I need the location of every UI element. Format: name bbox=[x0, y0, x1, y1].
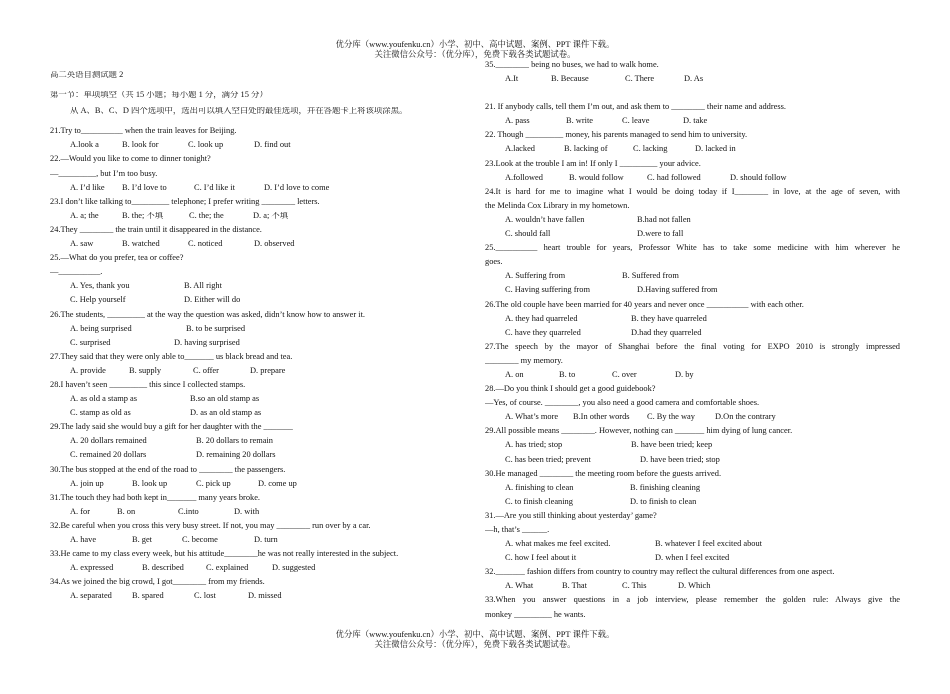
answer-options bbox=[485, 174, 900, 188]
option-d: D. I’d love to come bbox=[264, 183, 330, 192]
option-a: A. expressed bbox=[70, 564, 114, 573]
answer-options bbox=[50, 339, 470, 353]
option-a: A. What bbox=[505, 582, 534, 591]
option-a: A.lacked bbox=[505, 145, 535, 154]
option-b: B. Because bbox=[551, 75, 589, 84]
option-c: C. There bbox=[625, 75, 655, 84]
answer-options bbox=[50, 141, 470, 155]
answer-options bbox=[485, 230, 900, 244]
option-b: B. spared bbox=[132, 592, 164, 601]
answer-options bbox=[485, 145, 900, 159]
option-a: C. remained 20 dollars bbox=[70, 451, 147, 460]
page-footer bbox=[0, 630, 950, 650]
option-b: B.so an old stamp as bbox=[190, 395, 260, 404]
option-b: B. watched bbox=[122, 240, 160, 249]
option-d: D. suggested bbox=[272, 564, 316, 573]
header-line-2: 关注微信公众号：（优分库），免费下载各类试题试卷。 bbox=[374, 50, 576, 59]
answer-options bbox=[485, 272, 900, 286]
answer-options bbox=[50, 282, 470, 296]
option-b: B. would follow bbox=[569, 173, 624, 182]
option-c: C. look up bbox=[188, 141, 224, 150]
option-a: C. has been tried; prevent bbox=[505, 455, 591, 464]
option-c: C. explained bbox=[206, 564, 249, 573]
option-b: B. look for bbox=[122, 141, 159, 150]
option-b: B. they have quarreled bbox=[631, 314, 707, 323]
option-b: B. get bbox=[132, 536, 153, 544]
spacer bbox=[485, 89, 900, 103]
question-line: 32._______ fashion differs from country to country may reflect the cultural differences from one aspect. bbox=[485, 568, 835, 577]
option-b: B. described bbox=[142, 564, 184, 573]
option-b: D.were to fall bbox=[637, 230, 684, 239]
option-d: D. lacked in bbox=[695, 145, 736, 154]
option-a: A. Yes, thank you bbox=[70, 282, 130, 291]
option-b: D. as an old stamp as bbox=[190, 409, 262, 418]
option-a: A. what makes me feel excited. bbox=[505, 540, 611, 549]
question-line: 26.The students, _________ at the way the question was asked, didn’t know how to answer it. bbox=[50, 310, 366, 319]
answer-options bbox=[485, 413, 900, 427]
option-b: B.In other words bbox=[573, 413, 630, 422]
answer-options bbox=[485, 540, 900, 554]
option-b: B. All right bbox=[184, 282, 222, 291]
option-c: C.into bbox=[178, 507, 199, 516]
question-line: 30.The bus stopped at the end of the road to ________ the passengers. bbox=[50, 465, 286, 474]
answer-options bbox=[50, 564, 470, 578]
answer-options bbox=[485, 484, 900, 498]
question-line: —Yes, of course. ________, you also need a good camera and comfortable shoes. bbox=[485, 399, 760, 408]
answer-options bbox=[50, 480, 470, 494]
question-line: the Melinda Cox Library in my hometown. bbox=[485, 201, 630, 210]
option-a: C. should fall bbox=[505, 230, 551, 239]
option-b: B. look up bbox=[132, 479, 168, 488]
option-d: D. missed bbox=[248, 592, 282, 601]
option-a: A. they had quarreled bbox=[505, 314, 578, 323]
option-b: D. when I feel excited bbox=[655, 554, 730, 563]
right-column bbox=[485, 61, 900, 625]
option-b: B. 20 dollars to remain bbox=[196, 437, 273, 446]
option-a: C. surprised bbox=[70, 338, 111, 347]
option-b: B. whatever I feel excited about bbox=[655, 540, 762, 549]
answer-options bbox=[485, 582, 900, 596]
answer-options bbox=[50, 367, 470, 381]
option-b: B. have been tried; keep bbox=[631, 441, 713, 450]
question-line: 29.All possible means ________. However, nothing can _______ him dying of lung cancer. bbox=[485, 427, 793, 436]
option-d: D. observed bbox=[254, 240, 295, 249]
option-a: A.look a bbox=[70, 141, 99, 150]
question-line: 32.Be careful when you cross this very busy street. If not, you may ________ run over by a car. bbox=[50, 521, 371, 530]
answer-options bbox=[485, 329, 900, 343]
question-line: 27.They said that they were only able to_______ us black bread and tea. bbox=[50, 352, 293, 361]
option-b: D. have been tried; stop bbox=[640, 455, 720, 464]
option-d: D. with bbox=[234, 507, 260, 516]
answer-options bbox=[50, 395, 470, 409]
answer-options bbox=[50, 437, 470, 451]
option-c: C. the; the bbox=[189, 211, 224, 220]
option-c: C. lacking bbox=[633, 145, 668, 154]
option-a: A. saw bbox=[70, 240, 94, 249]
question-line: 35.________ being no buses, we had to walk home. bbox=[485, 61, 659, 69]
option-c: C. By the way bbox=[647, 413, 695, 422]
header-line-1: 优分库（www.youfenku.cn）小学、初中、高中试题、案例、PPT 课件下载。 bbox=[335, 40, 615, 49]
question-line: 31.The touch they had both kept in_______ many years broke. bbox=[50, 493, 261, 502]
option-c: C. become bbox=[182, 536, 218, 544]
page-header bbox=[0, 40, 950, 60]
question-line: 27.The speech by the mayor of Shanghai before the final voting for EXPO 2010 is strongly impressed bbox=[485, 342, 900, 351]
question-line: —h, that’s ______. bbox=[485, 526, 550, 534]
option-a: C. how I feel about it bbox=[505, 554, 577, 563]
option-a: C. stamp as old as bbox=[70, 409, 131, 418]
option-a: A. What’s more bbox=[505, 413, 559, 422]
section-heading: 第一节：单项填空（共 15 小题；每小题 1 分，满分 15 分） bbox=[50, 91, 268, 100]
footer-line-1: 优分库（www.youfenku.cn）小学、初中、高中试题、案例、PPT 课件下载。 bbox=[335, 630, 615, 639]
option-a: C. to finish cleaning bbox=[505, 497, 573, 506]
answer-options bbox=[50, 592, 470, 606]
option-d: D. Which bbox=[678, 582, 711, 591]
option-a: A. a; the bbox=[70, 211, 99, 220]
question-line: 28.—Do you think I should get a good guidebook? bbox=[485, 385, 656, 394]
answer-options bbox=[485, 498, 900, 512]
question-line: 25.__________ heart trouble for years, Professor White has to take some medicine with him wherever he bbox=[485, 244, 900, 253]
answer-options bbox=[485, 371, 900, 385]
option-b: B. the; 不填 bbox=[122, 211, 164, 220]
option-c: C. leave bbox=[622, 117, 650, 126]
question-line: 28.I haven’t seen _________ this since I collected stamps. bbox=[50, 380, 246, 389]
option-a: A. join up bbox=[70, 479, 104, 488]
option-b: B. lacking of bbox=[564, 145, 608, 154]
option-b: D. to finish to clean bbox=[630, 497, 697, 506]
option-d: D. by bbox=[675, 370, 694, 379]
question-line: 29.The lady said she would buy a gift for her daughter with the _______ bbox=[50, 423, 293, 432]
option-a: A. being surprised bbox=[70, 324, 132, 333]
answer-options bbox=[485, 554, 900, 568]
option-a: C. Help yourself bbox=[70, 296, 126, 305]
question-line: 23.I don’t like talking to_________ telephone; I prefer writing ________ letters. bbox=[50, 197, 320, 206]
question-line: ________ my memory. bbox=[485, 356, 563, 365]
option-d: D. should follow bbox=[730, 173, 787, 182]
option-d: D. find out bbox=[254, 141, 291, 150]
question-line: 22.—Would you like to come to dinner tonight? bbox=[50, 155, 211, 164]
option-a: A. 20 dollars remained bbox=[70, 437, 147, 446]
option-b: B. I’d love to bbox=[122, 183, 167, 192]
option-c: C. pick up bbox=[196, 479, 231, 488]
option-a: A. has tried; stop bbox=[505, 441, 563, 450]
answer-options bbox=[50, 536, 470, 550]
option-d: D. come up bbox=[258, 479, 297, 488]
option-a: A. Suffering from bbox=[505, 272, 566, 281]
left-questions bbox=[50, 127, 470, 606]
option-b: D.Having suffered from bbox=[637, 286, 718, 295]
answer-options bbox=[50, 409, 470, 423]
answer-options bbox=[50, 508, 470, 522]
question-line: 23.Look at the trouble I am in! If only I _________ your advice. bbox=[485, 159, 701, 168]
option-b: B. finishing cleaning bbox=[630, 483, 701, 492]
question-line: 21. If anybody calls, tell them I’m out, and ask them to ________ their name and address. bbox=[485, 103, 786, 112]
answer-options bbox=[50, 451, 470, 465]
option-b: B. to be surprised bbox=[186, 324, 246, 333]
option-d: D. As bbox=[684, 75, 704, 84]
option-b: D. having surprised bbox=[174, 338, 240, 347]
option-a: C. have they quarreled bbox=[505, 328, 581, 337]
option-a: A. separated bbox=[70, 592, 112, 601]
option-c: C. offer bbox=[193, 366, 219, 375]
question-line: 24.It is hard for me to imagine what I would be doing today if I________ in love, at the age of seven, with bbox=[485, 187, 900, 196]
option-a: A. I’d like bbox=[70, 183, 105, 192]
question-line: 30.He managed ________ the meeting room before the guests arrived. bbox=[485, 469, 722, 478]
right-questions bbox=[485, 61, 900, 625]
question-line: —__________. bbox=[50, 268, 103, 277]
option-b: B. supply bbox=[129, 366, 162, 375]
option-b: B. to bbox=[559, 370, 576, 379]
answer-options bbox=[485, 315, 900, 329]
option-c: C. had followed bbox=[647, 173, 701, 182]
answer-options bbox=[485, 441, 900, 455]
answer-options bbox=[485, 216, 900, 230]
option-c: C. noticed bbox=[188, 240, 223, 249]
left-column bbox=[50, 61, 470, 606]
question-line: 26.The old couple have been married for 40 years and never once __________ with each other. bbox=[485, 300, 804, 309]
option-a: A.It bbox=[505, 75, 519, 84]
option-d: D. a; 不填 bbox=[253, 211, 289, 220]
question-line: 22. Though _________ money, his parents managed to send him to university. bbox=[485, 131, 748, 140]
answer-options bbox=[50, 240, 470, 254]
option-a: A. as old a stamp as bbox=[70, 395, 137, 404]
option-a: A. have bbox=[70, 536, 97, 544]
question-line: —_________, but I’m too busy. bbox=[50, 169, 158, 178]
question-line: monkey _________ he wants. bbox=[485, 610, 586, 619]
option-a: A. on bbox=[505, 370, 524, 379]
answer-options bbox=[50, 296, 470, 310]
option-a: A. wouldn’t have fallen bbox=[505, 215, 585, 224]
answer-options bbox=[50, 184, 470, 198]
question-line: 24.They ________ the train until it disappeared in the distance. bbox=[50, 225, 262, 234]
question-line: 34.As we joined the big crowd, I got________ from my friends. bbox=[50, 578, 265, 587]
option-b: B.had not fallen bbox=[637, 215, 691, 224]
option-c: C. This bbox=[622, 582, 647, 591]
question-line: 21.Try to__________ when the train leaves for Beijing. bbox=[50, 127, 237, 136]
option-a: A. pass bbox=[505, 117, 530, 126]
instruction-text: 从 A、B、C、D 四个选项中，选出可以填入空白处的最佳选项，并在答题卡上将该项涂黑。 bbox=[70, 107, 408, 116]
option-d: D.On the contrary bbox=[715, 413, 776, 422]
option-b: B. write bbox=[566, 117, 593, 126]
question-line: goes. bbox=[485, 258, 503, 267]
question-line: 31.—Are you still thinking about yesterday’ game? bbox=[485, 511, 657, 520]
option-a: A. finishing to clean bbox=[505, 483, 574, 492]
option-a: A.followed bbox=[505, 173, 543, 182]
option-b: B. on bbox=[117, 507, 136, 516]
option-d: D. take bbox=[683, 117, 708, 126]
test-title: 高二英语自测试题 2 bbox=[50, 71, 124, 79]
answer-options bbox=[50, 212, 470, 226]
option-a: C. Having suffering from bbox=[505, 286, 590, 295]
option-c: C. over bbox=[612, 370, 637, 379]
footer-line-2: 关注微信公众号：（优分库），免费下载各类试题试卷。 bbox=[374, 640, 576, 649]
option-b: D. Either will do bbox=[184, 296, 241, 305]
option-a: A. for bbox=[70, 507, 91, 516]
option-d: D. turn bbox=[254, 536, 278, 544]
answer-options bbox=[485, 75, 900, 89]
option-c: C. lost bbox=[194, 592, 216, 601]
answer-options bbox=[485, 117, 900, 131]
option-b: D. remaining 20 dollars bbox=[196, 451, 276, 460]
answer-options bbox=[485, 286, 900, 300]
question-line: 33.When you answer questions in a job interview, please remember the golden rule: Always give the bbox=[485, 596, 900, 605]
question-line: 25.—What do you prefer, tea or coffee? bbox=[50, 254, 184, 263]
answer-options bbox=[50, 325, 470, 339]
option-b: B. Suffered from bbox=[622, 272, 679, 281]
question-line: 33.He came to my class every week, but his attitude________he was not really interested in the subject. bbox=[50, 550, 399, 559]
option-b: D.had they quarreled bbox=[631, 328, 702, 337]
answer-options bbox=[485, 456, 900, 470]
option-a: A. provide bbox=[70, 366, 106, 375]
option-c: C. I’d like it bbox=[194, 183, 235, 192]
option-b: B. That bbox=[562, 582, 587, 591]
option-d: D. prepare bbox=[250, 366, 286, 375]
